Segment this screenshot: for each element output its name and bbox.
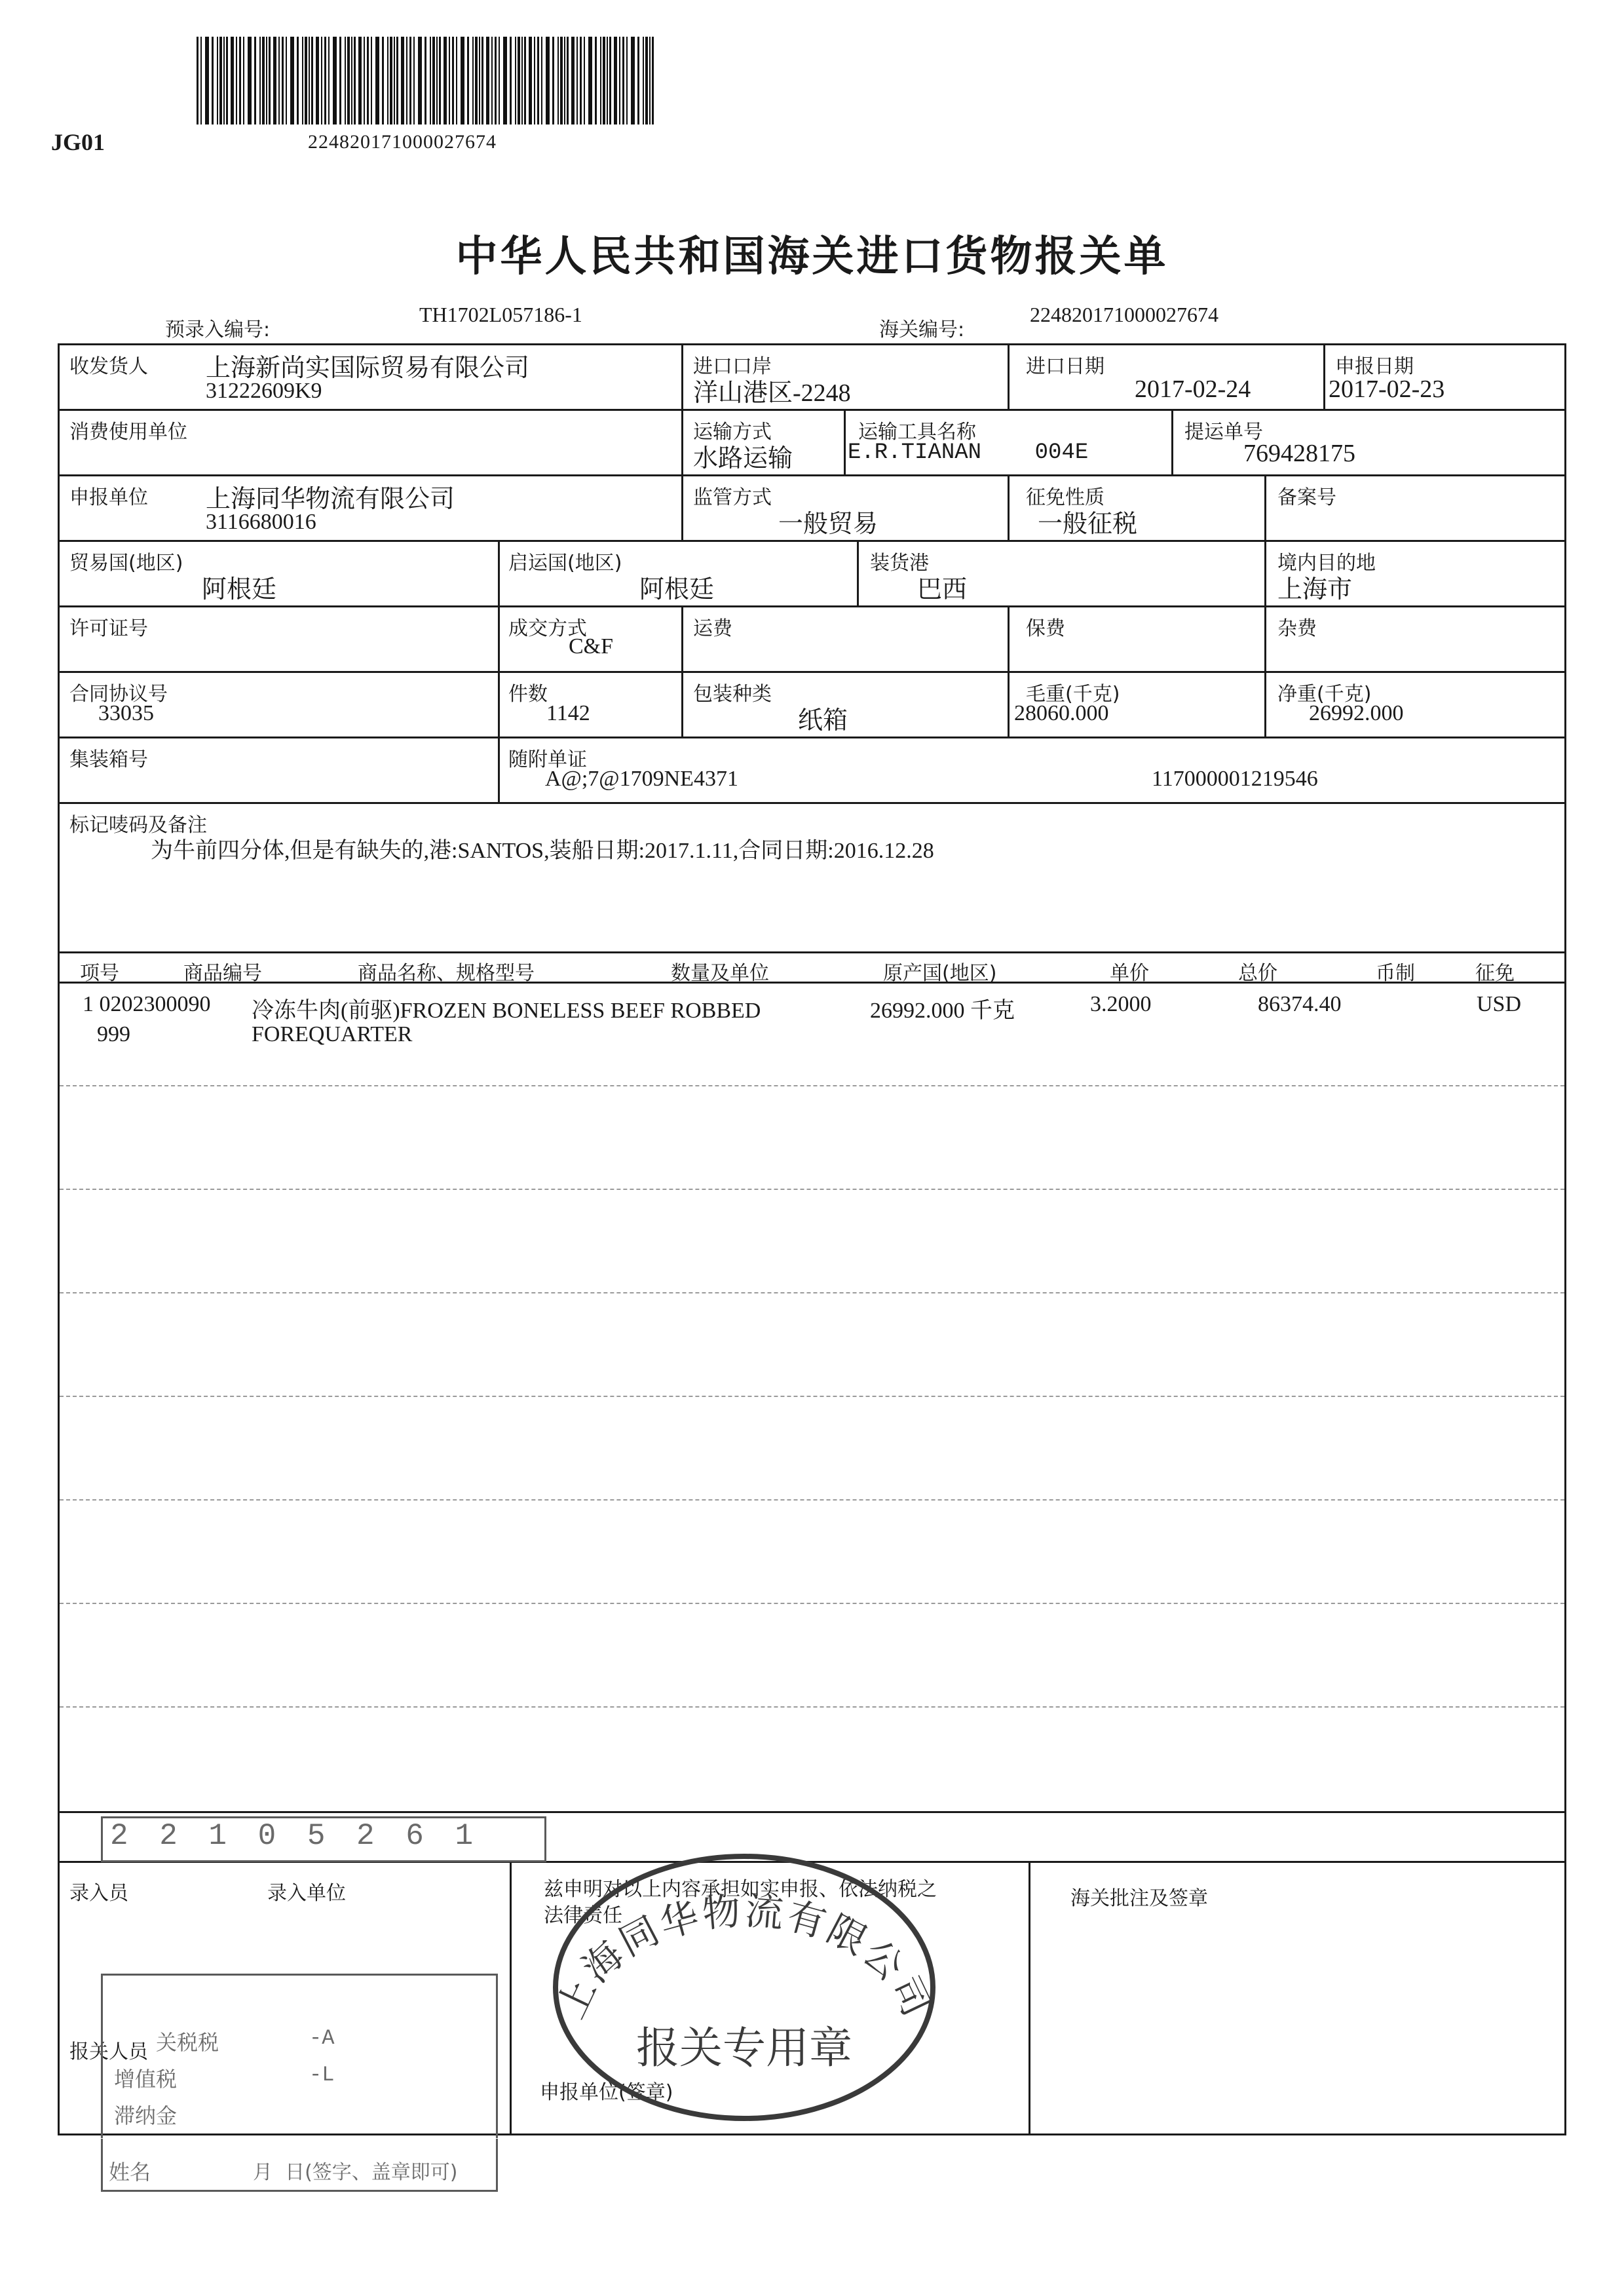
packing-label: 包装种类 (693, 683, 772, 706)
declarant-name: 上海同华物流有限公司 (206, 486, 455, 513)
item-name-line1: 冷冻牛肉(前驱)FROZEN BONELESS BEEF ROBBED (252, 999, 761, 1023)
destination-label: 境内目的地 (1277, 552, 1376, 575)
misc-fee-label: 杂费 (1277, 617, 1317, 640)
declarant-label: 申报单位 (69, 486, 148, 509)
departure-country-label: 启运国(地区) (508, 552, 622, 575)
transport-mode-value: 水路运输 (693, 445, 793, 472)
trade-terms-value: C&F (569, 634, 614, 659)
levy-nature-label: 征免性质 (1026, 486, 1105, 509)
col-commodity-code: 商品编号 (183, 962, 262, 985)
declare-date-value: 2017-02-23 (1329, 375, 1445, 403)
pre-entry-label: 预录入编号: (165, 318, 271, 341)
entry-clerk-label: 录入员 (69, 1882, 128, 1905)
col-quantity-unit: 数量及单位 (671, 962, 769, 985)
attached-docs-value: A@;7@1709NE4371 (545, 767, 738, 791)
tax-stamp-line1: 关税税 (156, 2030, 219, 2055)
item-name-line2: FOREQUARTER (252, 1022, 413, 1046)
net-weight-label: 净重(千克) (1277, 683, 1372, 706)
item-total-price: 86374.40 (1258, 992, 1342, 1016)
trade-terms-label: 成交方式 (508, 617, 587, 640)
import-port-value: 洋山港区-2248 (693, 379, 851, 407)
attached-docs-value-2: 117000001219546 (1152, 767, 1318, 791)
record-number-label: 备案号 (1277, 486, 1336, 509)
tax-stamp-footer-left: 姓名 (109, 2160, 151, 2185)
transport-mode-label: 运输方式 (693, 421, 772, 444)
tax-stamp-line2: 增值税 (114, 2067, 178, 2092)
col-origin: 原产国(地区) (883, 962, 997, 985)
gross-weight-label: 毛重(千克) (1026, 683, 1120, 706)
supervision-mode-label: 监管方式 (693, 486, 772, 509)
vessel-name-value: E.R.TIANAN 004E (848, 440, 1089, 465)
contract-value: 33035 (98, 701, 154, 725)
loading-port-label: 装货港 (870, 552, 929, 575)
declarant-code: 3116680016 (206, 510, 316, 534)
remarks-text: 为牛前四分体,但是有缺失的,港:SANTOS,装船日期:2017.1.11,合同日期:2016.12.28 (151, 839, 934, 863)
tax-stamp-value2: -L (309, 2063, 335, 2087)
departure-country-value: 阿根廷 (639, 576, 715, 603)
insurance-label: 保费 (1026, 617, 1065, 640)
col-item-no: 项号 (80, 962, 119, 985)
company-seal (548, 1846, 941, 2128)
declare-unit-sign-label: 申报单位(签章) (540, 2081, 673, 2104)
customs-number-value: 224820171000027674 (1030, 303, 1218, 326)
import-port-label: 进口口岸 (693, 355, 772, 378)
col-unit-price: 单价 (1110, 962, 1149, 985)
pre-entry-value: TH1702L057186-1 (419, 303, 582, 326)
loading-port-value: 巴西 (917, 576, 968, 603)
declaration-statement-line1: 兹申明对以上内容承担如实申报、依法纳税之 (544, 1878, 937, 1901)
bill-of-lading-label: 提运单号 (1184, 421, 1263, 444)
item-unit-price: 3.2000 (1090, 992, 1152, 1016)
barcode-number: 224820171000027674 (308, 131, 497, 153)
pieces-label: 件数 (508, 683, 548, 706)
col-total-price: 总价 (1238, 962, 1277, 985)
freight-label: 运费 (693, 617, 732, 640)
svg-text:上海同华物流有限公司: 上海同华物流有限公司 (548, 1888, 941, 2025)
tax-stamp-value1: -A (309, 2026, 335, 2050)
container-label: 集装箱号 (69, 748, 148, 771)
tax-stamp-footer-right: 月 日(签字、盖章即可) (253, 2161, 458, 2184)
col-currency: 币制 (1376, 962, 1415, 985)
document-title: 中华人民共和国海关进口货物报关单 (455, 233, 1169, 281)
declare-date-label: 申报日期 (1335, 355, 1414, 378)
item-line-code: 1 0202300090 (83, 992, 211, 1016)
customs-approval-label: 海关批注及签章 (1070, 1887, 1208, 1910)
trade-country-value: 阿根廷 (202, 576, 277, 603)
form-code: JG01 (51, 129, 105, 155)
consignee-name: 上海新尚实国际贸易有限公司 (206, 354, 530, 382)
tax-stamp-line3: 滞纳金 (114, 2103, 178, 2128)
gross-weight-value: 28060.000 (1014, 701, 1109, 725)
contract-label: 合同协议号 (69, 683, 168, 706)
svg-text:报关专用章: 报关专用章 (636, 2023, 852, 2073)
consignee-code: 31222609K9 (206, 379, 322, 403)
attached-docs-label: 随附单证 (508, 748, 587, 771)
levy-nature-value: 一般征税 (1038, 510, 1138, 538)
declaration-statement-line2: 法律责任 (544, 1904, 622, 1927)
trade-country-label: 贸易国(地区) (69, 552, 183, 575)
item-code-suffix: 999 (97, 1022, 130, 1046)
item-currency: USD (1477, 992, 1522, 1016)
col-levy: 征免 (1475, 962, 1515, 985)
supervision-mode-value: 一般贸易 (778, 510, 878, 538)
consignee-label: 收发货人 (69, 355, 148, 378)
item-quantity: 26992.000 千克 (870, 999, 1015, 1023)
barcode-image (195, 37, 656, 124)
number-stamp-digits: 2 2 1 0 5 2 6 1 (110, 1819, 480, 1853)
packing-value: 纸箱 (798, 707, 848, 735)
consumer-unit-label: 消费使用单位 (69, 421, 187, 444)
destination-value: 上海市 (1277, 576, 1353, 603)
bill-of-lading-value: 769428175 (1243, 440, 1355, 467)
import-date-value: 2017-02-24 (1135, 375, 1251, 403)
customs-number-label: 海关编号: (879, 318, 965, 341)
pieces-value: 1142 (546, 701, 590, 725)
col-commodity-name: 商品名称、规格型号 (358, 962, 535, 985)
net-weight-value: 26992.000 (1309, 701, 1404, 725)
vessel-name-label: 运输工具名称 (858, 421, 976, 444)
license-label: 许可证号 (69, 617, 148, 640)
import-date-label: 进口日期 (1026, 355, 1105, 378)
declarant-person-label: 报关人员 (69, 2040, 148, 2063)
remarks-label: 标记唛码及备注 (69, 814, 207, 837)
entry-unit-label: 录入单位 (267, 1882, 346, 1905)
